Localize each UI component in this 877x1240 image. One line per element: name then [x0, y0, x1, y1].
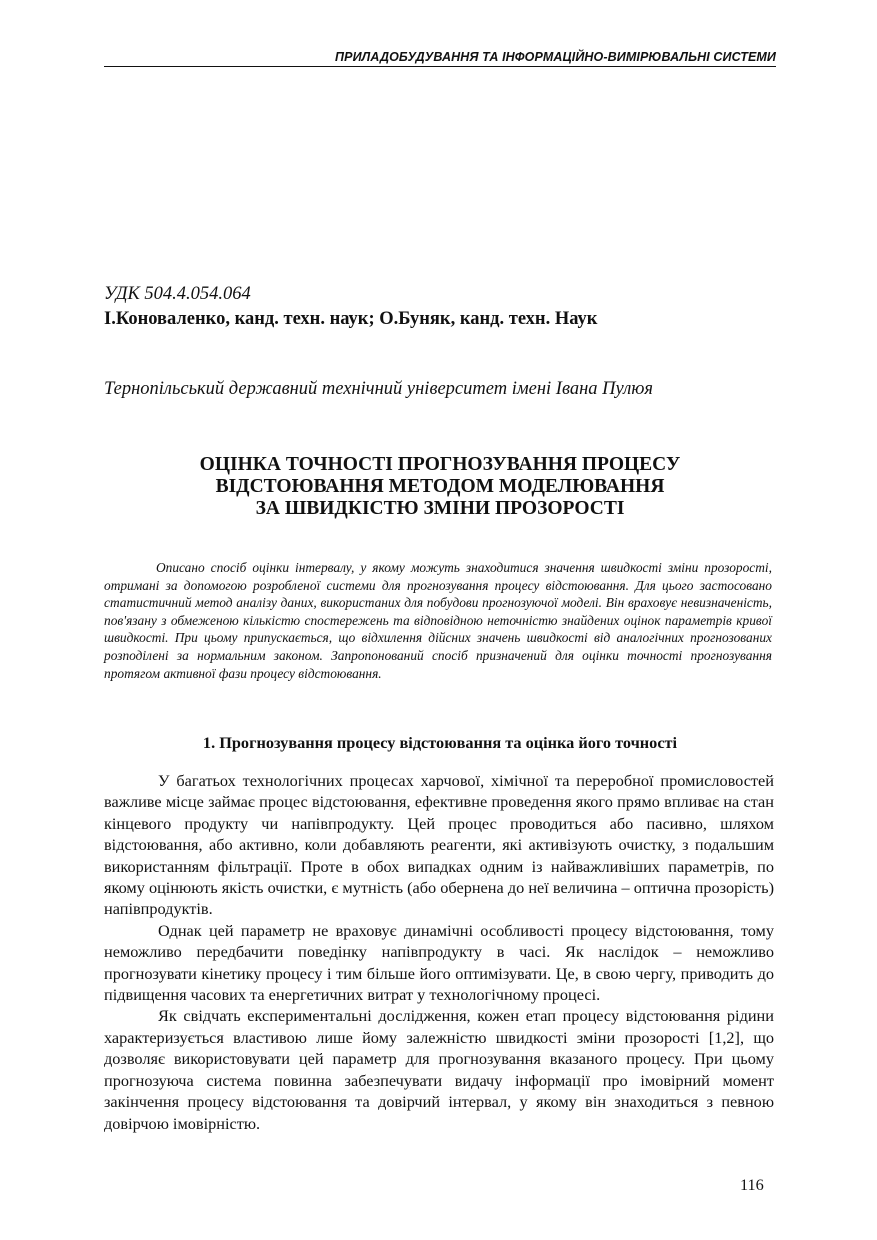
udk-code: УДК 504.4.054.064 [104, 284, 251, 304]
section-heading: 1. Прогнозування процесу відстоювання та оцінка його точності [202, 733, 678, 752]
title-line: ЗА ШВИДКІСТЮ ЗМІНИ ПРОЗОРОСТІ [255, 498, 625, 519]
title-line: ВІДСТОЮВАННЯ МЕТОДОМ МОДЕЛЮВАННЯ [215, 476, 665, 497]
paragraph: У багатьох технологічних процесах харчової, хімічної та переробної промисловостей важливе місце займає процес відстоювання, ефективне проведення якого прямо впливає на стан кінцевого продукту чи напівпродукту. Цей процес проводиться або пасивно, шляхом відстоювання, або активно, коли добавляють реагенти, які активізують очистку, з подальшим використанням фільтрації. Проте в обох випадках одним із найважливіших параметрів, по якому оцінюють якість очистки, є мутність (або обернена до неї величина – оптична прозорість) напівпродуктів. [104, 771, 774, 919]
abstract [104, 559, 772, 682]
running-head: ПРИЛАДОБУДУВАННЯ ТА ІНФОРМАЦІЙНО-ВИМІРЮВАЛЬНІ СИСТЕМИ [335, 50, 776, 64]
abstract-text: Описано спосіб оцінки інтервалу, у якому можуть знаходитися значення швидкості зміни прозорості, отримані за допомогою розробленої системи для прогнозування процесу відстоювання. Для цього застосовано статистичний метод аналізу даних, використаних для побудови прогнозуючої моделі. Він враховує невизначеність, пов'язану з обмеженою кількістю спостережень та відповідною неточністю знайдених оцінок параметрів кривої швидкості. При цьому припускається, що відхилення дійсних значень швидкості від аналогічних прогнозованих розподілені за нормальним законом. Запропонований спосіб призначений для оцінки точності прогнозування протягом активної фази процесу відстоювання. [104, 560, 772, 681]
paper-title [104, 454, 776, 520]
page-number: 116 [740, 1175, 764, 1194]
title-line: ОЦІНКА ТОЧНОСТІ ПРОГНОЗУВАННЯ ПРОЦЕСУ [199, 454, 681, 475]
authors: І.Коноваленко, канд. техн. наук; О.Буняк, канд. техн. Наук [104, 309, 598, 329]
header-rule [104, 66, 776, 67]
affiliation: Тернопільський державний технічний університет імені Івана Пулюя [104, 379, 653, 399]
body-text [104, 770, 774, 1134]
paragraph: Однак цей параметр не враховує динамічні особливості процесу відстоювання, тому неможливо передбачити поведінку напівпродукту в часі. Як наслідок – неможливо прогнозувати кінетику процесу і тим більше його оптимізувати. Це, в свою чергу, приводить до підвищення часових та енергетичних витрат у технологічному процесі. [104, 920, 774, 1005]
paragraph: Як свідчать експериментальні дослідження, кожен етап процесу відстоювання рідини характеризується властивою лише йому залежністю швидкості зміни прозорості [1,2], що дозволяє використовувати цей параметр для прогнозування вказаного процесу. При цьому прогнозуюча система повинна забезпечувати видачу інформації про імовірний момент закінчення процесу відстоювання та довірчий інтервал, у якому він знаходиться з певною довірчою імовірністю. [104, 1006, 774, 1133]
